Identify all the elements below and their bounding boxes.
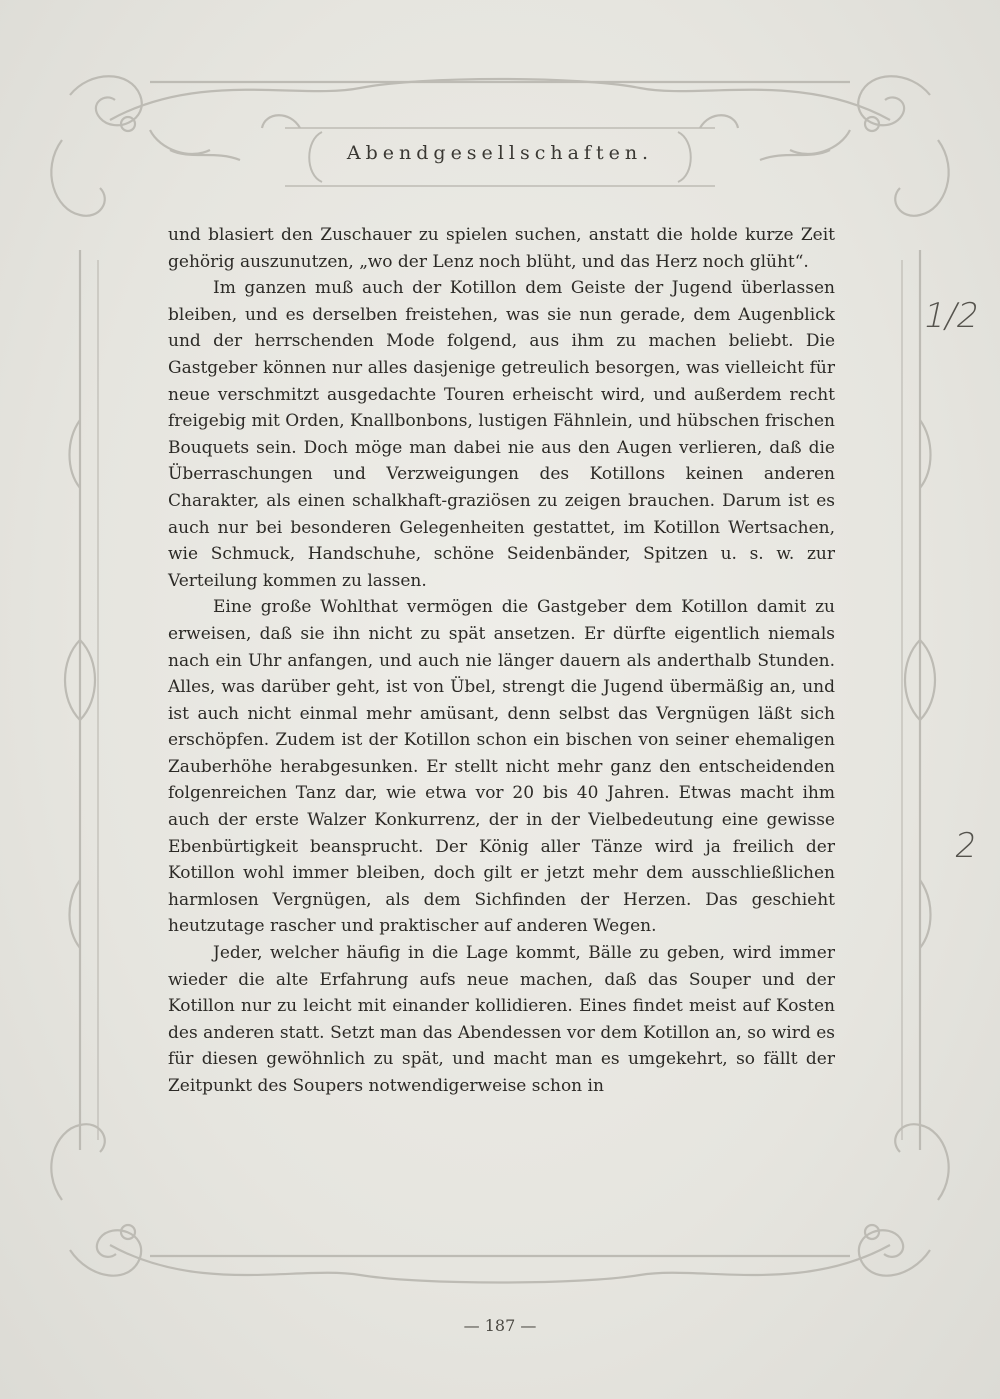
paragraph: und blasiert den Zuschauer zu spielen suchen, anstatt die holde kurze Zeit gehörig auszunutzen, „wo der Lenz noch blüht, und das Herz noch glüht“. <box>168 225 835 272</box>
page-number: — 187 — <box>463 1316 537 1335</box>
handwritten-margin-note: 2 <box>952 826 980 866</box>
paragraph: Jeder, welcher häufig in die Lage kommt, Bälle zu geben, wird immer wieder die alte Erfahrung aufs neue machen, daß das Souper und der Kotillon nur zu leicht mit einander kollidieren. Eines findet meist auf Kosten des anderen statt. Setzt man das Abendessen vor dem Kotillon an, so wird es für diesen gewöhnlich zu spät, und macht man es umgekehrt, so fällt der Zeitpunkt des Soupers notwendigerweise schon in <box>168 943 835 1096</box>
handwritten-margin-note: 1/2 <box>919 296 983 336</box>
paragraph: Eine große Wohlthat vermögen die Gastgeber dem Kotillon damit zu erweisen, daß sie ihn nicht zu spät ansetzen. Er dürfte eigentlich niemals nach ein Uhr anfangen, und auch nie länger dauern als anderthalb Stunden. Alles, was darüber geht, ist von Übel, strengt die Jugend übermäßig an, und ist auch nicht einmal mehr amüsant, denn selbst das Vergnügen läßt sich erschöpfen. Zudem ist der Kotillon schon ein bischen von seiner ehemaligen Zauberhöhe herabgesunken. Er stellt nicht mehr ganz den entscheidenden folgenreichen Tanz dar, wie etwa vor 20 bis 40 Jahren. Etwas macht ihm auch der erste Walzer Konkurrenz, der in der Vielbedeutung eine gewisse Ebenbürtigkeit beansprucht. Der König aller Tänze wird ja freilich der Kotillon wohl immer bleiben, doch gilt er jetzt mehr dem ausschließlichen harmlosen Vergnügen, als dem Sichfinden der Herzen. Das geschieht heutzutage rascher und praktischer auf anderen Wegen. <box>168 597 835 937</box>
running-header: Abendgesellschaften. <box>346 142 654 164</box>
body-text <box>168 222 835 1100</box>
paragraph: Im ganzen muß auch der Kotillon dem Geiste der Jugend überlassen bleiben, und es derselben freistehen, was sie nun gerade, dem Augenblick und der herrschenden Mode folgend, aus ihm zu machen beliebt. Die Gastgeber können nur alles dasjenige getreulich besorgen, was vielleicht für neue verschmitzt ausgedachte Touren erheischt wird, und außerdem recht freigebig mit Orden, Knallbonbons, lustigen Fähnlein, und hübschen frischen Bouquets sein. Doch möge man dabei nie aus den Augen verlieren, daß die Überraschungen und Verzweigungen des Kotillons keinen anderen Charakter, als einen schalkhaft-graziösen zu zeigen brauchen. Darum ist es auch nur bei besonderen Gelegenheiten gestattet, im Kotillon Wertsachen, wie Schmuck, Handschuhe, schöne Seidenbänder, Spitzen u. s. w. zur Verteilung kommen zu lassen. <box>168 278 836 591</box>
